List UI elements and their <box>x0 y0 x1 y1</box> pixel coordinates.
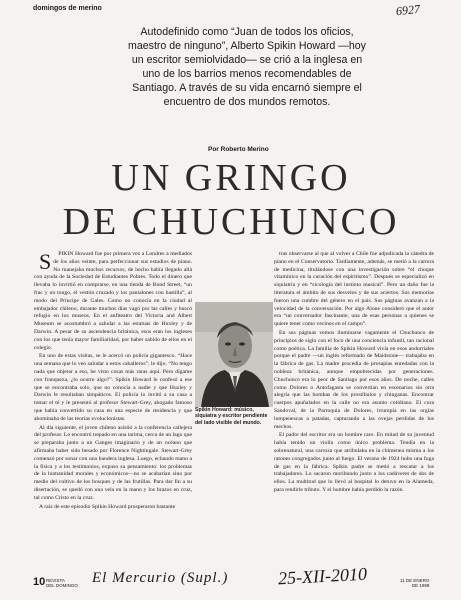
portrait-photo <box>195 302 273 407</box>
publication-date: 11 DE ENERO DE 1998 <box>400 578 430 588</box>
headline-line-1: UN GRINGO <box>111 157 351 199</box>
lede-line: Autodefinido como “Juan de todos los oficios, <box>140 26 354 38</box>
paragraph: A raíz de este episodio Spikin Howard prosperaron bastante <box>39 503 176 510</box>
lede-line: Santiago. A través de su vida encarnó siempre el <box>132 82 362 94</box>
handwritten-archive-number: 6927 <box>395 1 421 19</box>
paragraph: En sus páginas vemos iluminarse vagamente el Chuchunco de principios de siglo con el foco de una conciencia infantil, tan racional como poética. La familia de Spikin Howard vivía en esos andurriales porque el padre —un inglés reformado de Maidstone— trabajaba en la fábrica de gas. La madre procedía de prosapias enredadas con la nobleza británica, aunque empobrecidas por generaciones. Chuchunco era lo peor de Santiago por esos años. De noche, calles como Dolores o Antofagasta se convertían en escenarios sin otra alegría que las bombas de los prostíbulos y chinganas. Encontrar cuerpos apuñalados en la calle no era asunto cotidiano. El cura Sandoval, de la Parroquia de Dolores, irrumpía en las orgías lumpenescas a patadas, capturando a las ovejas perdidas de los mechos. <box>274 329 434 430</box>
headline-line-2: DE CHUCHUNCO <box>62 201 400 243</box>
handwritten-source-note: El Mercurio (Supl.) <box>92 570 229 586</box>
headline <box>26 158 436 242</box>
paragraph: tras observarse al que al volver a Chile fue adjudicada la cátedra de piano en el Conservatorio. Tardíamente, además, se metió a la carrera de medicina, titulándose con una investigación sobre “el choque vitamínico en la curación del espiritismo”. Después se especializó en siquiatría y en “sicología del instinto musical”. Pero un daño fue la literatura el ámbito de sus desvelos y de sus aciertos. Sus memorias fueron una cumbre del género en el país. Sus páginas avanzan a la velocidad de la conversación. Por algo Alone consideró que el autor era “un conversador fascinante, una de esas personas a quienes se quiere tener como vecinos en el campo”. <box>274 251 434 328</box>
paragraph-text: PIKIN Howard fue por primera vez a Londres a mediados de los años veinte, para perfeccionar sus estudios de piano. No manejaba muchos recursos, de hecho había llegado allá con ayuda de la Sociedad de Estudiantes Pobres. Todo el dinero que llevaba lo invirtió en comprarse, en una tienda de Bond Street, “un frac y un tongo, el vestón cruzado y los pantalones con bastilla”, al modo del Príncipe de Gales. Como no conocía en la ciudad al embajador chileno, durante muchos días vagó por las calles y buscó refugio en los museos. En el anfiteatro del Victoria and Albert Museum se acostumbró a saludar a las estatuas de Huxley y de Darwin. A pesar de su ascendencia británica, esos eran los ingleses con los que tenía mayor familiaridad, por haber sabido de ellos en el colegio. <box>34 251 192 351</box>
drop-cap: S <box>39 249 52 274</box>
byline: Por Roberto Merino <box>208 146 269 153</box>
handwritten-date-note: 25-XII-2010 <box>277 563 368 589</box>
paragraph: Al día siguiente, el joven chileno asistió a la conferencia callejera del profesor. Lo encontró trepado en una tarima, cerca de un lago que se preparaba junto a un Ganges imaginario y de un océano que afirmaba haber sido besado por Florence Nightingale. Stewart-Grey comenzó por sonar con una bandera inglesa. Luego, echando mano a la física y a los testimonios, expuso su pensamiento: los problemas de la humanidad morales y económicos—no se acabarían sino por medio del cultivo de los bosques y de las frutillas. Para dar fin a su disertación, se quedó con una vela en la mano y los brazos en cruz, tal como Cristo en la cruz. <box>34 424 192 501</box>
lede-line: uno de los barrios menos recomendables de <box>142 68 352 80</box>
paragraph <box>34 251 192 352</box>
page-number: 10 <box>33 576 46 588</box>
section-label: domingos de merino <box>33 5 102 12</box>
paragraph: El padre del escritor era un hombre raro. En mitad de su juventud había tenido un violín como único problema. Tendía en la sobrenatural, una carroza que atribulaba en la chimenea misma a los ratones congregados junto al fuego. El verano de 1924 hubo una fuga de gas en la fábrica. Spikin padre se metió a rescatar a los trabajadores. Lo sacaron moribundo junto a los cadáveres de dos de ellos. La multitud que lo llevó al hospital lo detuvo en la Alameda, para rendirle tributo. Y el hombre había perdido la razón. <box>274 432 434 493</box>
lede-line: maestro de ninguno”, Alberto Spikin Howard —hoy <box>128 40 366 52</box>
portrait-illustration <box>195 302 273 407</box>
article-column-left <box>34 251 192 593</box>
publication-name: REVISTA DEL DOMINGO <box>46 578 78 588</box>
photo-caption: Spikin Howard: músico, siquiatra y escritor pendiente del lado visible del mundo. <box>195 407 268 426</box>
lede-line: un escritor semiolvidado— se crió a la inglesa en <box>131 54 363 66</box>
lede-line: encuentro de dos mundos remotos. <box>163 96 331 108</box>
article-column-right <box>274 251 434 593</box>
article-lede <box>104 25 390 109</box>
paragraph: En uno de estas visitas, se le acercó un policía gigantesco. “Hace una semana que lo veo saludar a estos caballeros”, le dijo. “No tengo nada que objetar a eso, he visto cosas más raras aquí. Pero dígame con franqueza, ¿lo ocurre algo?”. Spikin Howard le confesó a ese que se encontraba solo, que no conocía a nadie y que Huxley y Darwin le resultaban simpáticos. El policía lo invitó a su casa a tomar el té y le presentó al profesor Stewart-Grey, abogado famoso que había convertido su casa en una especie de residencia y que abominaba de las teorías evolucionistas. <box>34 353 192 422</box>
